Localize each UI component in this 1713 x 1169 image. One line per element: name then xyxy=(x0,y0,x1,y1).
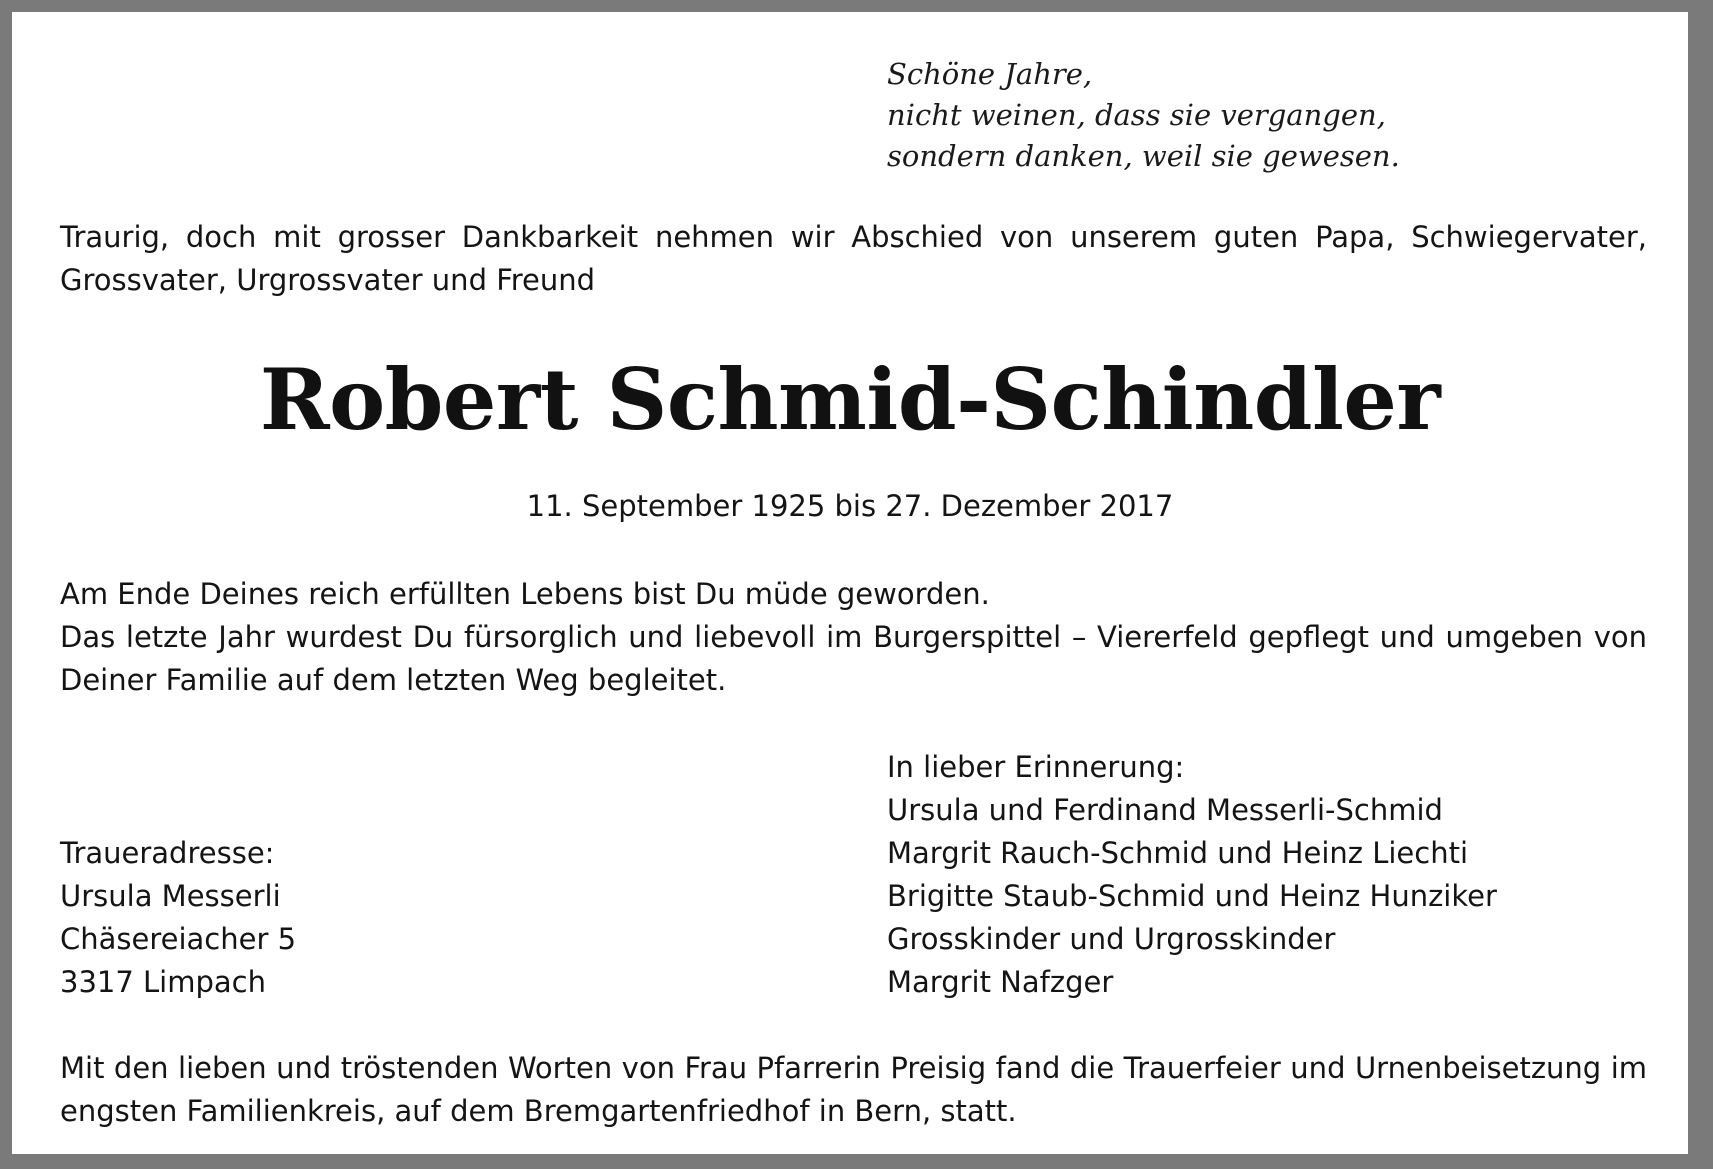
mourners-heading: In lieber Erinnerung: xyxy=(887,750,1185,784)
motto-line: sondern danken, weil sie gewesen. xyxy=(887,139,1400,173)
mourner-name: Margrit Nafzger xyxy=(887,965,1114,999)
address-name: Ursula Messerli xyxy=(60,879,281,913)
address-label: Traueradresse: xyxy=(60,836,275,870)
life-dates: 11. September 1925 bis 27. Dezember 2017 xyxy=(526,489,1174,523)
mourner-name: Margrit Rauch-Schmid und Heinz Liechti xyxy=(887,836,1469,870)
message-line: Das letzte Jahr wurdest Du fürsorglich und liebevoll im Burgerspittel – Viererfeld gepflegt und umgeben von Deiner Familie auf dem letzten Weg begleitet. xyxy=(60,620,1647,697)
address-city: 3317 Limpach xyxy=(60,965,266,999)
obituary-notice xyxy=(12,12,1688,1154)
mourner-name: Brigitte Staub-Schmid und Heinz Hunziker xyxy=(887,879,1497,913)
closing-text: Mit den lieben und tröstenden Worten von Frau Pfarrerin Preisig fand die Trauerfeier und Urnenbeisetzung im engsten Familienkreis, auf dem Bremgartenfriedhof in Bern, statt. xyxy=(60,1051,1647,1128)
mourner-name: Grosskinder und Urgrosskinder xyxy=(887,922,1336,956)
address-street: Chäsereiacher 5 xyxy=(60,922,297,956)
mourners-list xyxy=(887,746,1497,1004)
deceased-name: Robert Schmid-Schindler xyxy=(259,350,1441,449)
motto-poem xyxy=(887,54,1400,177)
mourning-address xyxy=(60,832,296,1004)
message-line: Am Ende Deines reich erfüllten Lebens bist Du müde geworden. xyxy=(60,577,990,611)
mourner-name: Ursula und Ferdinand Messerli-Schmid xyxy=(887,793,1443,827)
motto-line: Schöne Jahre, xyxy=(887,57,1093,91)
motto-line: nicht weinen, dass sie vergangen, xyxy=(887,98,1386,132)
intro-text: Traurig, doch mit grosser Dankbarkeit nehmen wir Abschied von unserem guten Papa, Schwiegervater, Grossvater, Urgrossvater und Freund xyxy=(60,220,1647,297)
memorial-message xyxy=(60,573,1647,702)
